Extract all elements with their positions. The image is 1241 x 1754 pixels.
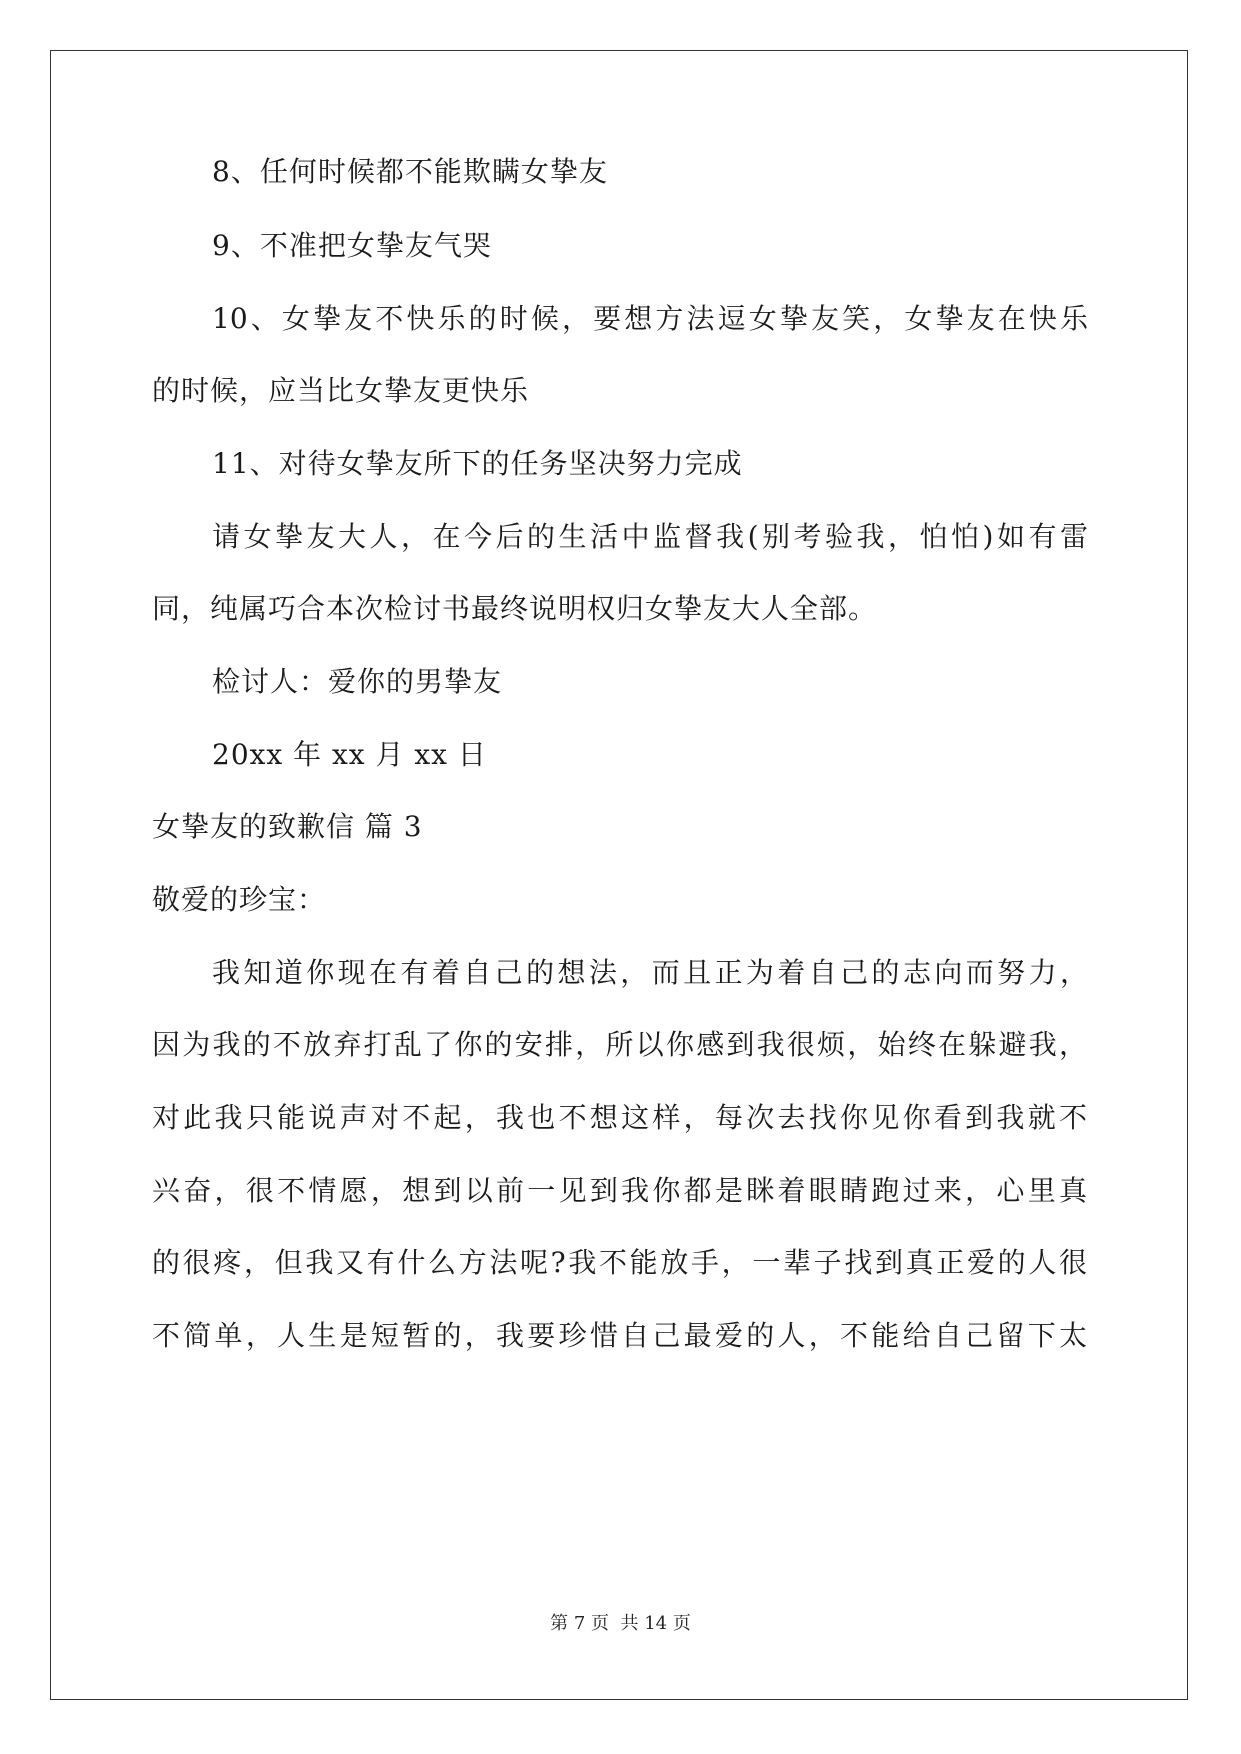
page-border <box>50 50 1188 1700</box>
closing-paragraph-line-1: 请女挚友大人，在今后的生活中监督我(别考验我，怕怕)如有雷 <box>212 520 1088 553</box>
letter-body-line-2: 因为我的不放弃打乱了你的安排，所以你感到我很烦，始终在躲避我， <box>152 1028 1087 1061</box>
date-line: 20xx 年 xx 月 xx 日 <box>212 738 487 771</box>
page-number: 第 7 页 共 14 页 <box>550 1613 691 1634</box>
list-item-10: 10、女挚友不快乐的时候，要想方法逗女挚友笑，女挚友在快乐 <box>212 302 1088 335</box>
signature-line: 检讨人：爱你的男挚友 <box>212 665 503 698</box>
letter-body-line-1: 我知道你现在有着自己的想法，而且正为着自己的志向而努力， <box>212 956 1088 989</box>
list-item-11: 11、对待女挚友所下的任务坚决努力完成 <box>212 447 743 480</box>
letter-body-line-4: 兴奋，很不情愿，想到以前一见到我你都是眯着眼睛跑过来，心里真 <box>152 1174 1087 1207</box>
closing-paragraph-line-2: 同，纯属巧合本次检讨书最终说明权归女挚友大人全部。 <box>152 592 878 625</box>
list-item-9: 9、不准把女挚友气哭 <box>212 229 492 262</box>
list-item-10-continued: 的时候，应当比女挚友更快乐 <box>152 374 530 407</box>
section-heading: 女挚友的致歉信 篇 3 <box>152 810 423 843</box>
letter-body-line-6: 不简单，人生是短暂的，我要珍惜自己最爱的人，不能给自己留下太 <box>152 1319 1087 1352</box>
letter-body-line-3: 对此我只能说声对不起，我也不想这样，每次去找你见你看到我就不 <box>152 1101 1087 1134</box>
page-footer <box>0 1612 1241 1636</box>
salutation: 敬爱的珍宝： <box>152 883 327 916</box>
letter-body-line-5: 的很疼，但我又有什么方法呢?我不能放手，一辈子找到真正爱的人很 <box>152 1246 1087 1279</box>
list-item-8: 8、任何时候都不能欺瞒女挚友 <box>212 155 608 188</box>
